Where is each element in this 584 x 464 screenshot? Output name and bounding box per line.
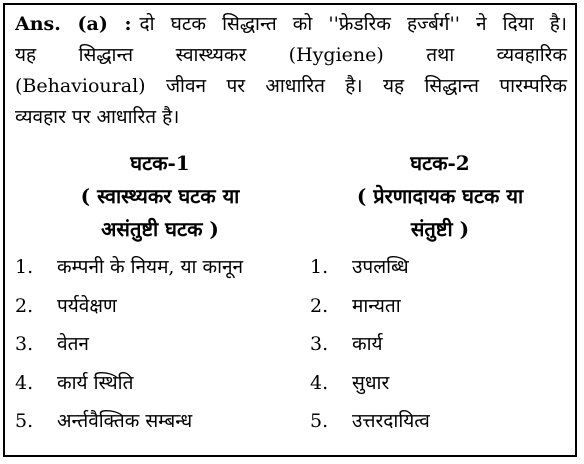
item-number: 5.	[15, 410, 34, 432]
item-number: 3.	[15, 333, 34, 355]
item-text: उत्तरदायित्व	[352, 410, 430, 432]
list-item	[15, 248, 305, 287]
list-item	[310, 364, 570, 403]
item-text: अर्न्तवैक्तिक सम्बन्ध	[57, 410, 193, 432]
list-item	[15, 402, 305, 441]
item-number: 4.	[15, 371, 34, 394]
item-number: 2.	[15, 294, 34, 317]
list-item	[310, 248, 570, 287]
answer-box	[3, 3, 577, 457]
column-title: घटक-1	[130, 151, 190, 175]
item-text: उपलब्धि	[352, 256, 409, 278]
column-subtitle-line1: ( प्रेरणादायक घटक या	[356, 184, 524, 208]
list-item	[15, 287, 305, 326]
list-item	[15, 364, 305, 403]
item-number: 2.	[310, 294, 329, 317]
answer-label: Ans. (a) :	[15, 13, 132, 35]
item-number: 5.	[310, 410, 329, 432]
list-item	[310, 325, 570, 364]
list-item	[310, 402, 570, 441]
intro-line-4: व्यवहार पर आधारित है।	[15, 106, 180, 128]
item-text: सुधार	[352, 371, 390, 394]
column-subtitle-line2: संतुष्टी )	[410, 217, 470, 241]
item-text: पर्यवेक्षण	[57, 294, 117, 317]
column-subtitle-line2: असंतुष्टी घटक )	[101, 217, 219, 241]
item-text: वेतन	[57, 333, 89, 355]
item-text: कम्पनी के नियम, या कानून	[57, 256, 244, 278]
list-item	[15, 325, 305, 364]
list-item	[310, 287, 570, 326]
item-text: मान्यता	[352, 294, 401, 317]
factor-list	[15, 248, 305, 441]
factor-list	[310, 248, 570, 441]
column-title: घटक-2	[410, 151, 470, 175]
item-number: 4.	[310, 371, 329, 394]
item-text: कार्य स्थिति	[57, 371, 134, 394]
intro-paragraph	[15, 9, 567, 133]
item-text: कार्य	[352, 333, 383, 355]
item-number: 1.	[310, 256, 329, 278]
intro-line-3: (Behavioural) जीवन पर आधारित है। यह सिद्धान्त पारम्परिक	[15, 75, 567, 97]
factor-column-1	[15, 147, 305, 441]
intro-text-1: दो घटक सिद्धान्त को ''फ्रेडरिक हर्ज्बर्ग'' ने दिया है।	[139, 13, 567, 35]
intro-line-2: यह सिद्धान्त स्वास्थ्यकर (Hygiene) तथा व्यवहारिक	[15, 44, 567, 66]
item-number: 3.	[310, 333, 329, 355]
column-subtitle-line1: ( स्वास्थ्यकर घटक या	[80, 184, 240, 208]
item-number: 1.	[15, 256, 34, 278]
intro-line-1	[15, 9, 567, 40]
factor-column-2	[310, 147, 570, 441]
